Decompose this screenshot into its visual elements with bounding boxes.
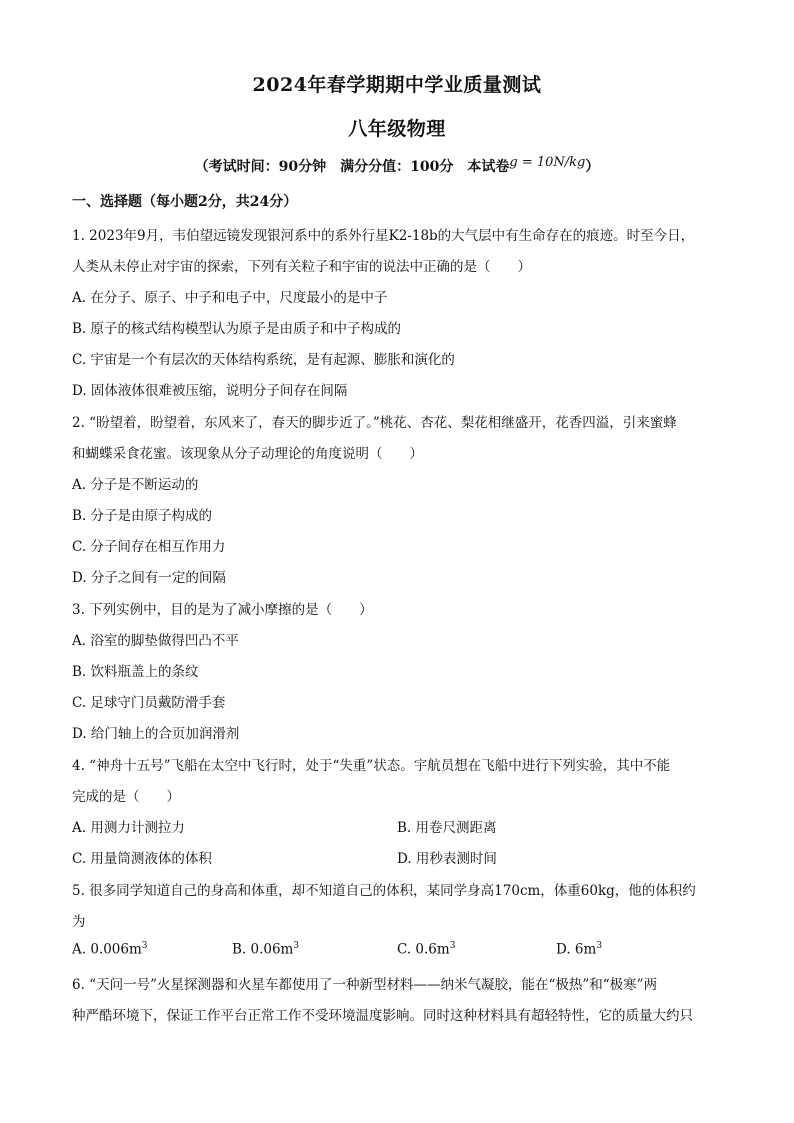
q3-stem: 3. 下列实例中，目的是为了减小摩擦的是（ ） (72, 602, 373, 618)
q5-option-c (397, 941, 455, 958)
q4-option-c: C. 用量筒测液体的体积 (72, 851, 212, 867)
q2-option-a: A. 分子是不断运动的 (72, 477, 199, 493)
q1-stem-line1: 1. 2023年9月，韦伯望远镜发现银河系中的系外行星K2-18b的大气层中有生命存在的痕迹。时至今日， (72, 228, 695, 244)
q1-option-d: D. 固体液体很难被压缩，说明分子间存在间隔 (72, 383, 348, 399)
q2-option-b: B. 分子是由原子构成的 (72, 508, 213, 524)
q5-stem-line2: 为 (72, 914, 86, 930)
q3-option-d: D. 给门轴上的合页加润滑剂 (72, 726, 240, 742)
exam-info-end: ） (585, 159, 600, 175)
q6-stem-line2: 种严酷环境下，保证工作平台正常工作不受环境温度影响。同时这种材料具有超轻特性，它的质量大约只 (72, 1008, 693, 1024)
q5-option-b (232, 941, 299, 958)
q4-option-d: D. 用秒表测时间 (397, 851, 497, 867)
q5-option-a-unit-exponent: 3 (141, 941, 148, 951)
q2-option-d: D. 分子之间有一定的间隔 (72, 570, 226, 586)
q4-option-a: A. 用测力计测拉力 (72, 820, 185, 836)
exam-subject: 八年级物理 (348, 118, 446, 140)
q5-option-b-text: B. 0.06m (232, 941, 294, 958)
q3-option-c: C. 足球守门员戴防滑手套 (72, 695, 226, 711)
q4-stem-line1: 4. “神舟十五号”飞船在太空中飞行时，处于“失重”状态。宇航员想在飞船中进行下列实验，其中不能 (72, 758, 671, 774)
q3-option-a: A. 浴室的脚垫做得凹凸不平 (72, 633, 239, 649)
q2-stem-line2: 和蝴蝶采食花蜜。该现象从分子动理论的角度说明（ ） (72, 446, 423, 462)
q2-option-c: C. 分子间存在相互作用力 (72, 539, 226, 555)
q1-option-b: B. 原子的核式结构模型认为原子是由质子和中子构成的 (72, 321, 402, 337)
q5-option-c-unit-exponent: 3 (449, 941, 456, 951)
q4-option-b: B. 用卷尺测距离 (397, 820, 497, 836)
q1-option-a: A. 在分子、原子、中子和电子中，尺度最小的是中子 (72, 290, 388, 306)
q5-option-d-text: D. 6m (556, 941, 597, 958)
q5-option-d-unit-exponent: 3 (596, 941, 603, 951)
q1-stem-line2: 人类从未停止对宇宙的探索，下列有关粒子和宇宙的说法中正确的是（ ） (72, 259, 531, 275)
q6-stem-line1: 6. “天问一号”火星探测器和火星车都使用了一种新型材料——纳米气凝胶，能在“极热”和“极寒”两 (72, 977, 658, 993)
exam-info (0, 156, 794, 176)
q5-option-d (556, 941, 602, 958)
section-heading: 一、选择题（每小题2分，共24分） (72, 194, 298, 210)
q5-option-a-text: A. 0.006m (72, 941, 142, 958)
exam-info-text: （考试时间：90分钟 满分分值：100分 本试卷 (194, 159, 510, 175)
q2-stem-line1: 2. “盼望着，盼望着，东风来了，春天的脚步近了。”桃花、杏花、梨花相继盛开，花香四溢，引来蜜蜂 (72, 415, 677, 431)
q3-option-b: B. 饮料瓶盖上的条纹 (72, 664, 199, 680)
q5-option-a (72, 941, 148, 958)
q5-option-b-unit-exponent: 3 (293, 941, 300, 951)
q5-option-c-text: C. 0.6m (397, 941, 450, 958)
exam-title: 2024年春学期期中学业质量测试 (252, 74, 542, 96)
q5-stem-line1: 5. 很多同学知道自己的身高和体重，却不知道自己的体积，某同学身高170cm，体重60kg，他的体积约 (72, 883, 696, 899)
gravity-constant: g = 10N/kg (509, 155, 586, 170)
q1-option-c: C. 宇宙是一个有层次的天体结构系统，是有起源、膨胀和演化的 (72, 352, 455, 368)
q4-stem-line2: 完成的是（ ） (72, 789, 180, 805)
